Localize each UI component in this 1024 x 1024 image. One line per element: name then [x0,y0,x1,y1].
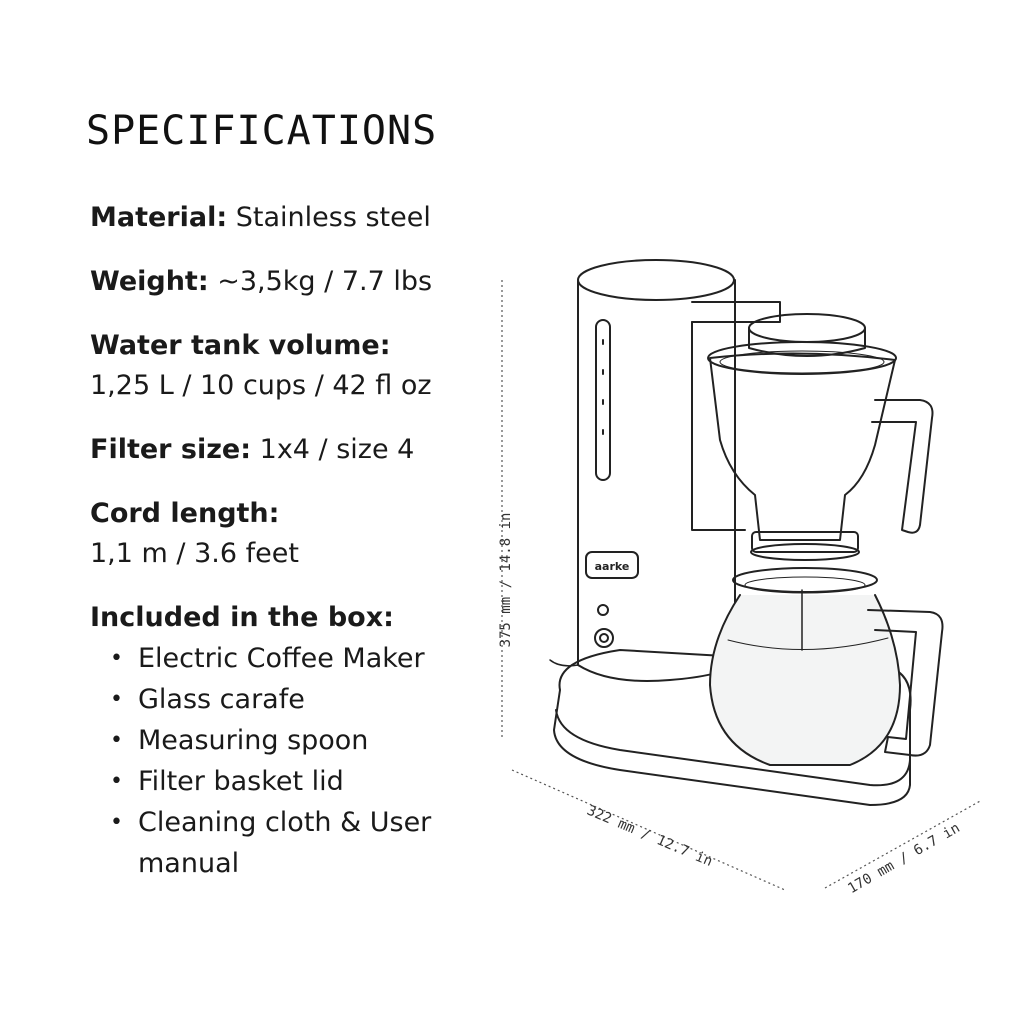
carafe-lid [733,568,877,592]
list-item: • Cleaning cloth & User manual [90,802,510,884]
coffee-maker-illustration [470,240,1010,920]
list-item: • Glass carafe [90,679,510,720]
page-title: SPECIFICATIONS [86,108,438,154]
list-item: • Electric Coffee Maker [90,638,510,679]
spec-weight [90,262,510,302]
basket-lid [749,314,865,342]
box-items-list [90,638,510,884]
spec-value: 1x4 / size 4 [259,434,415,465]
spec-water-tank [90,326,510,406]
spec-label: Filter size: [90,434,252,465]
spec-material [90,198,510,238]
list-item: • Filter basket lid [90,761,510,802]
list-item: • Measuring spoon [90,720,510,761]
spec-label: Included in the box: [90,602,394,633]
glass-carafe [710,595,900,765]
spec-value: ~3,5kg / 7.7 lbs [217,266,433,297]
depth-dimension-line [825,800,982,888]
spec-value: 1,25 L / 10 cups / 42 fl oz [90,370,432,401]
width-label: 322 mm / 12.7 in [584,802,715,871]
spec-value: 1,1 m / 3.6 feet [90,538,299,569]
brand-logo: aarke [594,560,630,573]
depth-label: 170 mm / 6.7 in [845,819,963,898]
spec-label: Material: [90,202,228,233]
filter-basket [710,353,895,540]
power-button-icon [595,629,613,647]
height-label: 375 mm / 14.8 in [498,512,514,648]
spec-list [90,198,510,908]
spec-cord-length [90,494,510,574]
tower-lid [578,260,734,300]
spec-value: Stainless steel [235,202,431,233]
spec-box-contents [90,598,510,884]
spec-filter-size [90,430,510,470]
spec-label: Water tank volume: [90,330,391,361]
spec-label: Cord length: [90,498,280,529]
indicator-light [598,605,608,615]
spec-label: Weight: [90,266,209,297]
